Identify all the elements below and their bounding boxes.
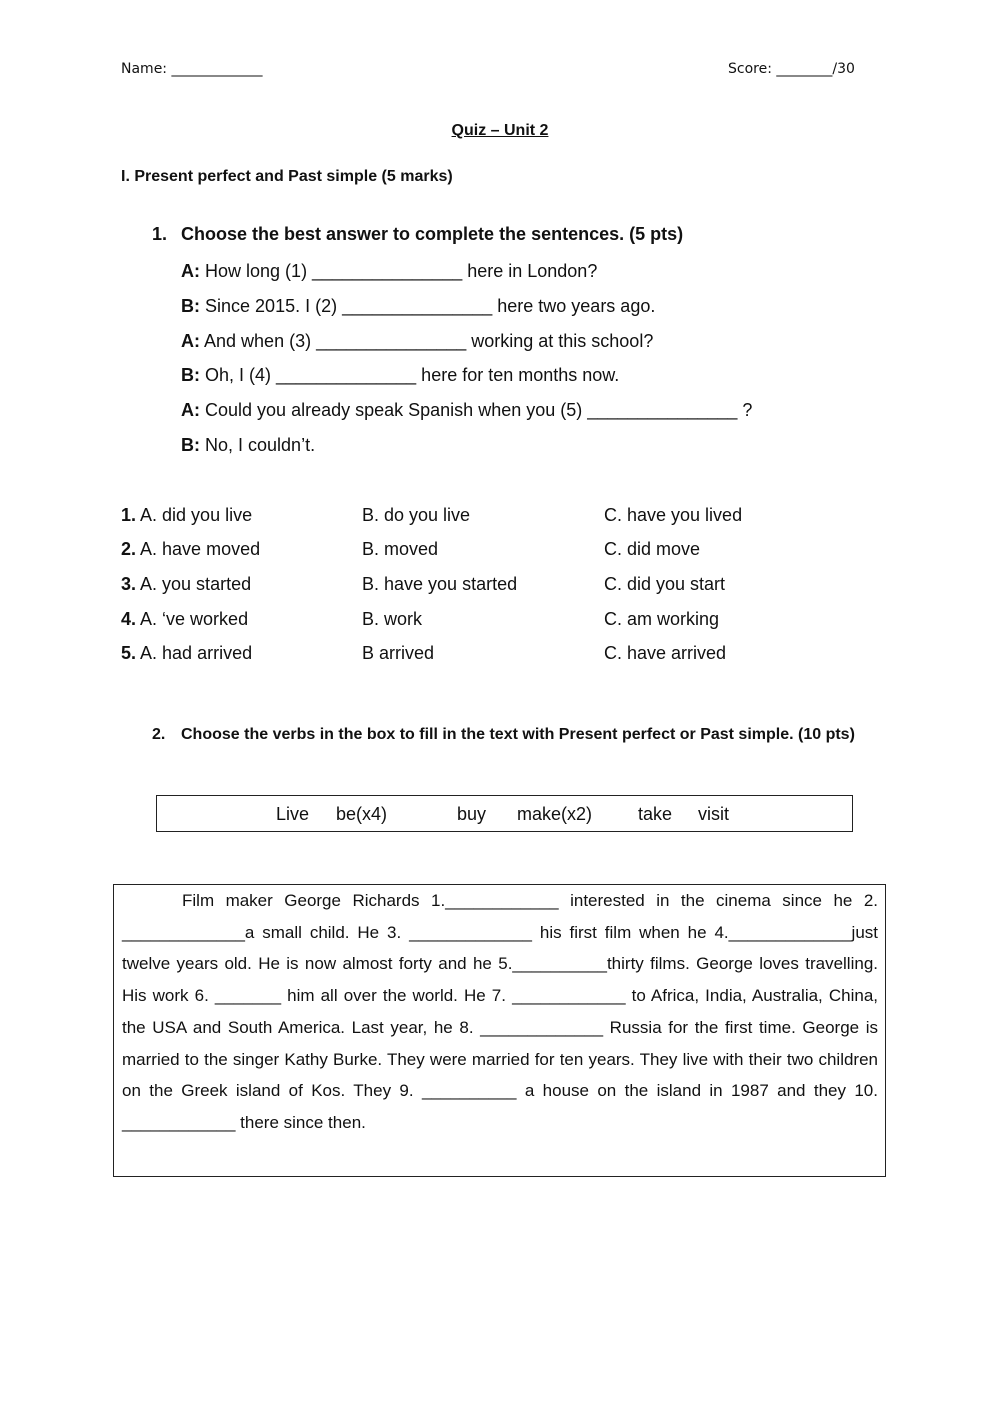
option-number: 1. — [121, 505, 137, 525]
speaker: A: — [181, 400, 200, 420]
dialogue-text: Oh, I (4) ______________ here for ten months now. — [205, 365, 620, 385]
question-1-number: 1. — [152, 224, 168, 244]
question-2-number: 2. — [152, 726, 166, 743]
option-c: C. have you lived — [604, 505, 743, 525]
score-field-label: Score: ________/30 — [728, 61, 855, 77]
word-item: make(x2) — [517, 804, 593, 824]
dialogue-line — [181, 261, 597, 282]
option-a-text: A. had arrived — [140, 643, 253, 663]
option-row — [121, 609, 881, 633]
section-heading: I. Present perfect and Past simple (5 marks) — [121, 168, 453, 185]
word-item: be(x4) — [336, 804, 388, 824]
question-2-text: Choose the verbs in the box to fill in the text with Present perfect or Past simple. (10 pts) — [181, 726, 855, 743]
option-b: B. have you started — [362, 574, 518, 594]
option-a-text: A. did you live — [140, 505, 253, 525]
dialogue-text: And when (3) _______________ working at this school? — [204, 331, 654, 351]
speaker: A: — [181, 261, 200, 281]
name-field-label: Name: _____________ — [121, 61, 263, 77]
option-c: C. did you start — [604, 574, 726, 594]
option-c: C. am working — [604, 609, 720, 629]
option-row — [121, 539, 881, 563]
option-a-text: A. have moved — [140, 539, 261, 559]
dialogue-text: How long (1) _______________ here in London? — [205, 261, 598, 281]
option-a — [121, 574, 251, 595]
passage-text: Film maker George Richards 1.____________ interested in the cinema since he 2. _____________a small child. He 3. _____________ his first film when he 4._____________just twelve years old. He is now almost forty and he 5.__________thirty films. George loves travelling. His work 6. _______ him all over the world. He 7. ____________ to Africa, India, Australia, China, the USA and South America. Last year, he 8. _____________ Russia for the first time. George is married to the singer Kathy Burke. They were married for ten years. They live with their two children on the Greek island of Kos. They 9. __________ a house on the island in 1987 and they 10. ____________ there since then. — [122, 891, 878, 1132]
speaker: B: — [181, 296, 200, 316]
option-c: C. have arrived — [604, 643, 727, 663]
option-a — [121, 609, 248, 630]
option-b: B. moved — [362, 539, 439, 559]
option-row — [121, 574, 881, 598]
question-1-title — [152, 224, 683, 245]
page-title: Quiz – Unit 2 — [451, 122, 549, 139]
option-number: 5. — [121, 643, 137, 663]
dialogue-text: Since 2015. I (2) _______________ here two years ago. — [205, 296, 656, 316]
word-box — [156, 795, 853, 832]
option-b: B. work — [362, 609, 423, 629]
speaker: A: — [181, 331, 200, 351]
option-c: C. did move — [604, 539, 701, 559]
option-a — [121, 643, 252, 664]
option-b: B arrived — [362, 643, 435, 663]
word-item: Live — [276, 804, 310, 824]
dialogue-line — [181, 435, 315, 456]
word-item: take — [638, 804, 673, 824]
option-row — [121, 505, 881, 529]
option-a-text: A. you started — [140, 574, 252, 594]
option-a — [121, 505, 252, 526]
word-item: visit — [698, 804, 729, 824]
word-item: buy — [457, 804, 487, 824]
dialogue-text: Could you already speak Spanish when you (5) _______________ ? — [205, 400, 753, 420]
option-row — [121, 643, 881, 667]
dialogue-line — [181, 400, 752, 421]
option-a — [121, 539, 260, 560]
question-1-text: Choose the best answer to complete the sentences. (5 pts) — [181, 224, 684, 244]
speaker: B: — [181, 365, 200, 385]
passage-box — [113, 884, 886, 1177]
option-number: 2. — [121, 539, 137, 559]
question-2-title — [152, 724, 878, 746]
option-b: B. do you live — [362, 505, 471, 525]
option-a-text: A. ‘ve worked — [140, 609, 249, 629]
option-number: 4. — [121, 609, 137, 629]
option-number: 3. — [121, 574, 137, 594]
dialogue-line — [181, 331, 653, 352]
speaker: B: — [181, 435, 200, 455]
dialogue-text: No, I couldn’t. — [205, 435, 316, 455]
dialogue-line — [181, 296, 655, 317]
dialogue-line — [181, 365, 619, 386]
